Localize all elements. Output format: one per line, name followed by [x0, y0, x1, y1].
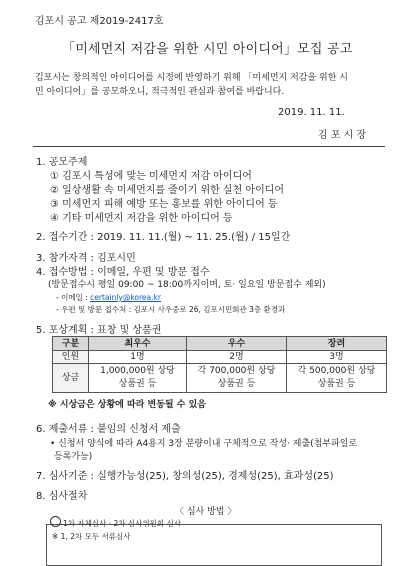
table-cell: 1명 — [89, 351, 187, 364]
review-steps: 1차 자체심사 · 2차 심사위원회 심사 — [63, 519, 182, 528]
email-link[interactable]: certainly@korea.kr — [90, 293, 161, 302]
table-cell: 2명 — [187, 351, 287, 364]
table-row-label: 상금 — [53, 364, 89, 393]
table-row — [53, 351, 387, 364]
table-header: 최우수 — [89, 337, 187, 351]
intro-line-1: 김포시는 창의적인 아이디어를 시정에 반영하기 위해 「미세먼지 저감을 위한 시 — [35, 73, 348, 83]
table-cell — [89, 364, 187, 393]
prize-amount: 1,000,000원 상당 — [100, 366, 175, 376]
section-8-procedure: 8. 심사절차 — [36, 491, 88, 502]
award-table — [52, 336, 387, 393]
section-4-email — [56, 292, 161, 303]
table-cell: 3명 — [287, 351, 387, 364]
prize-type: 상품권 등 — [217, 379, 256, 389]
intro-line-2: 민 아이디어」를 공모하오니, 적극적인 관심과 참여를 바랍니다. — [35, 87, 285, 97]
table-header-row — [53, 337, 387, 351]
award-note: ※ 시상금은 상황에 따라 변동될 수 있음 — [48, 400, 206, 410]
issuer: 김 포 시 장 — [318, 130, 367, 141]
topic-item: ④ 기타 미세먼지 저감을 위한 아이디어 등 — [50, 213, 233, 224]
section-3-eligibility: 3. 참가자격 : 김포시민 — [36, 253, 136, 264]
table-row-label: 인원 — [53, 351, 89, 364]
review-note: ※ 1, 2차 모두 서류심사 — [52, 532, 131, 541]
page-title: 「미세먼지 저감을 위한 시민 아이디어」모집 공고 — [62, 42, 353, 57]
section-2-period: 2. 접수기간 : 2019. 11. 11.(월) ~ 11. 25.(월) / 15일간 — [36, 232, 291, 243]
table-header: 구분 — [53, 337, 89, 351]
email-label: - 이메일 : — [56, 293, 91, 302]
section-5-award: 5. 포상계획 : 표창 및 상품권 — [36, 325, 162, 336]
topic-item: ③ 미세먼지 피해 예방 또는 홍보를 위한 아이디어 등 — [50, 199, 278, 210]
prize-type: 상품권 등 — [118, 379, 157, 389]
topic-item: ② 일상생활 속 미세먼지를 줄이기 위한 실천 아이디어 — [50, 185, 285, 196]
prize-amount: 각 700,000원 상당 — [197, 366, 276, 376]
table-cell — [287, 364, 387, 393]
section-4-address: - 우편 및 방문 접수처 : 김포시 사우중로 26, 김포시민회관 3층 환경과 — [56, 305, 286, 314]
section-6-documents: 6. 제출서류 : 붙임의 신청서 제출 — [36, 424, 181, 435]
table-row — [53, 364, 387, 393]
section-7-criteria: 7. 심사기준 : 실행가능성(25), 창의성(25), 경제성(25), 효과성(25) — [36, 471, 334, 482]
notice-date: 2019. 11. 11. — [278, 107, 345, 118]
section-6-detail-2: 등록가능) — [54, 452, 93, 462]
circle-bullet-icon — [50, 516, 61, 527]
prize-amount: 각 500,000원 상당 — [297, 366, 376, 376]
review-step-line — [50, 516, 181, 529]
section-4-visit-note: (방문접수시 평일 09:00 ~ 18:00까지이며, 토· 일요일 방문접수 제외) — [48, 280, 326, 290]
table-header: 장려 — [287, 337, 387, 351]
section-1-title: 1. 공모주제 — [36, 157, 88, 168]
notice-number: 김포시 공고 제2019-2417호 — [35, 16, 164, 27]
divider — [33, 146, 385, 147]
topic-item: ① 김포시 특성에 맞는 미세먼지 저감 아이디어 — [50, 171, 252, 182]
review-box-title: 〈 심사 방법 〉 — [175, 507, 237, 517]
table-header: 우수 — [187, 337, 287, 351]
section-6-detail-1: • 신청서 양식에 따라 A4용지 3장 분량이내 구체적으로 작성· 제출(첨부파일로 — [50, 439, 358, 449]
prize-type: 상품권 등 — [317, 379, 356, 389]
section-4-method: 4. 접수방법 : 이메일, 우편 및 방문 접수 — [36, 267, 210, 278]
table-cell — [187, 364, 287, 393]
